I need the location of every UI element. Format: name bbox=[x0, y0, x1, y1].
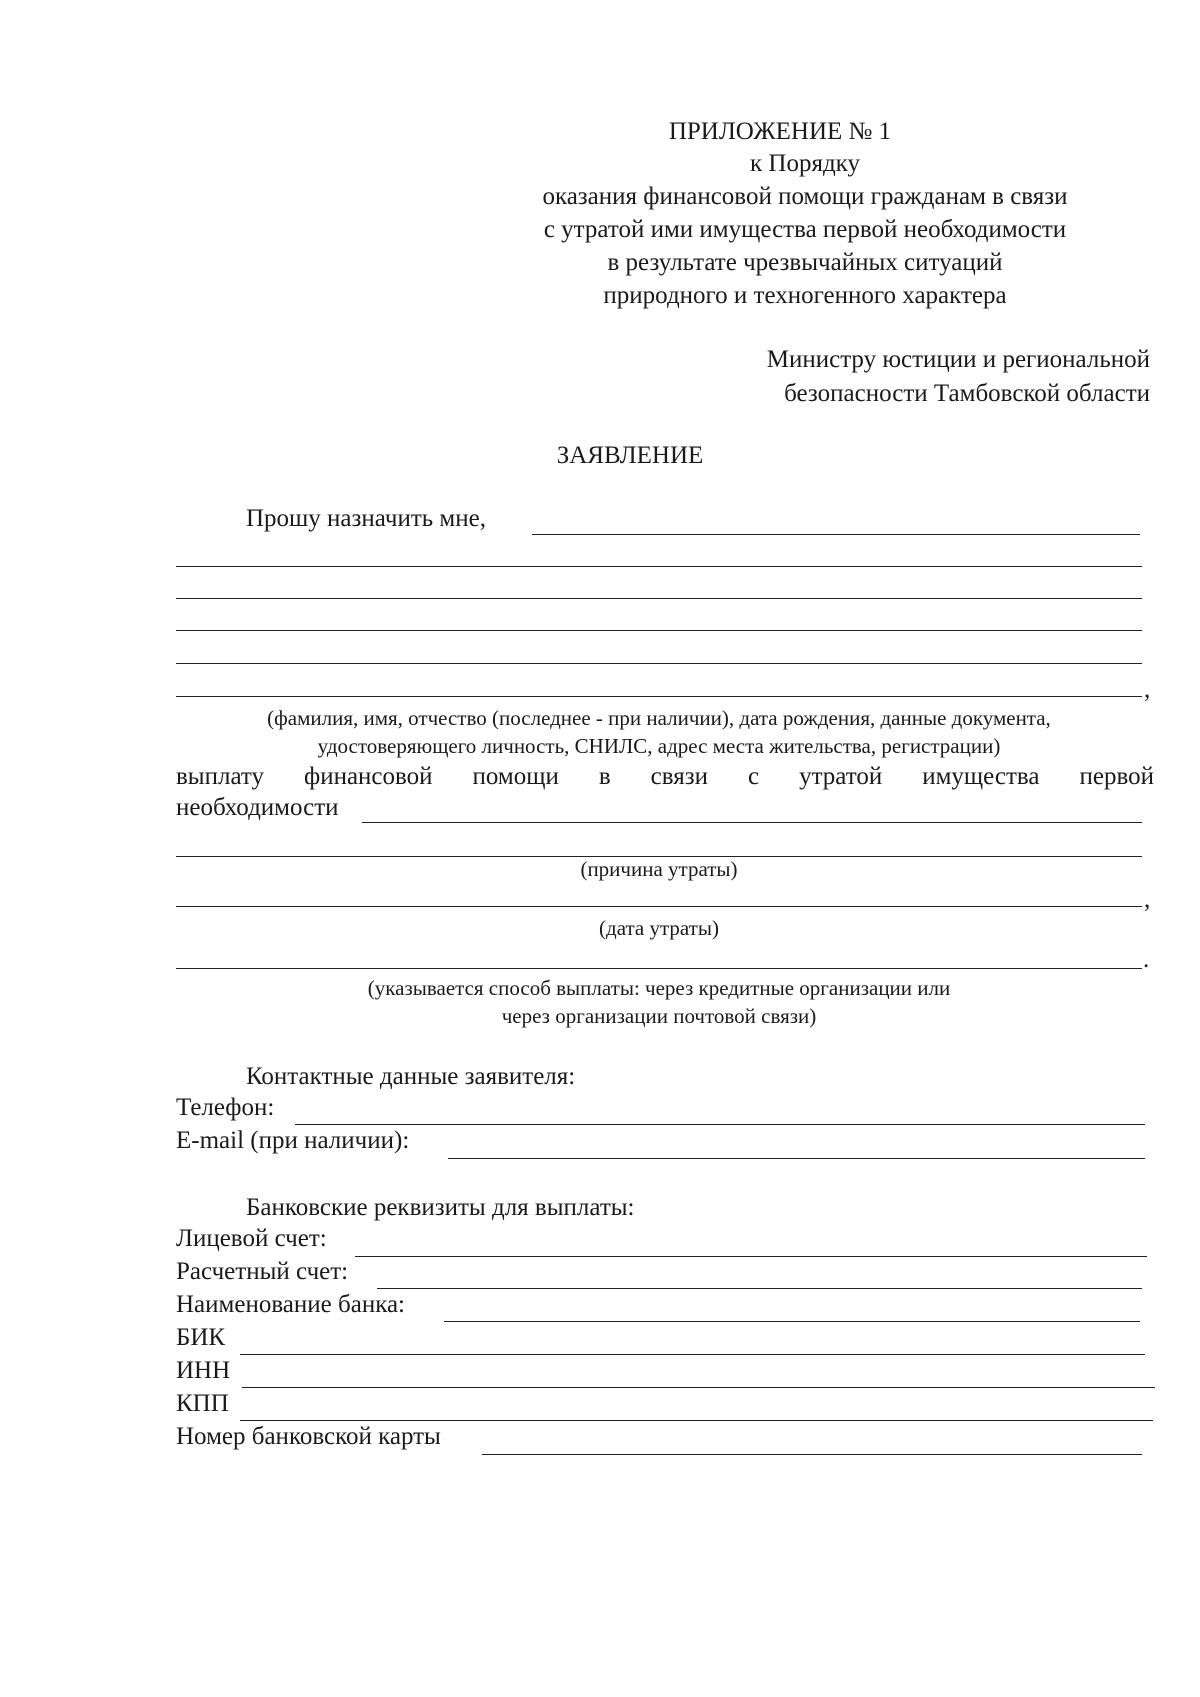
period: . bbox=[1143, 946, 1150, 973]
applicant-info-field[interactable] bbox=[176, 606, 1142, 632]
personal-account-label: Лицевой счет: bbox=[176, 1225, 327, 1252]
email-field[interactable] bbox=[448, 1134, 1145, 1160]
payment-sentence bbox=[176, 763, 1154, 791]
card-number-field[interactable] bbox=[482, 1430, 1142, 1456]
loss-reason-hint: (причина утраты) bbox=[580, 857, 738, 881]
applicant-info-field[interactable] bbox=[176, 639, 1142, 665]
document-title: ЗАЯВЛЕНИЕ bbox=[556, 442, 704, 469]
word: с bbox=[747, 763, 760, 790]
phone-label: Телефон: bbox=[176, 1094, 275, 1121]
contacts-heading: Контактные данные заявителя: bbox=[246, 1063, 576, 1090]
bank-name-label: Наименование банка: bbox=[176, 1291, 406, 1318]
comma: , bbox=[1144, 886, 1151, 913]
word: имущества bbox=[922, 763, 1040, 790]
header-line: в результате чрезвычайных ситуаций bbox=[607, 249, 1003, 276]
payment-sentence-tail: необходимости bbox=[176, 794, 339, 821]
word: в bbox=[598, 763, 611, 790]
phone-field[interactable] bbox=[295, 1100, 1145, 1126]
applicant-info-hint: удостоверяющего личность, СНИЛС, адрес места жительства, регистрации) bbox=[317, 734, 1001, 758]
word: первой bbox=[1079, 763, 1154, 790]
word: выплату bbox=[176, 763, 265, 790]
header-line: с утратой ими имущества первой необходимости bbox=[543, 216, 1067, 243]
loss-date-hint: (дата утраты) bbox=[599, 916, 719, 940]
addressee-line: безопасности Тамбовской области bbox=[784, 380, 1150, 407]
payment-method-hint: (указывается способ выплаты: через кредитные организации или bbox=[367, 976, 951, 1000]
bik-label: БИК bbox=[176, 1324, 226, 1351]
request-intro: Прошу назначить мне, bbox=[246, 505, 486, 532]
applicant-info-field[interactable] bbox=[176, 574, 1142, 600]
settlement-account-field[interactable] bbox=[377, 1264, 1142, 1290]
card-number-label: Номер банковской карты bbox=[176, 1423, 441, 1450]
bank-name-field[interactable] bbox=[444, 1297, 1140, 1323]
kpp-label: КПП bbox=[176, 1390, 229, 1417]
bank-heading: Банковские реквизиты для выплаты: bbox=[246, 1194, 635, 1221]
header-line: природного и техногенного характера bbox=[603, 282, 1007, 309]
payment-method-field[interactable] bbox=[176, 944, 1142, 970]
personal-account-field[interactable] bbox=[355, 1232, 1147, 1258]
word: финансовой bbox=[304, 763, 433, 790]
inn-field[interactable] bbox=[242, 1363, 1155, 1389]
kpp-field[interactable] bbox=[240, 1396, 1153, 1422]
bik-field[interactable] bbox=[240, 1330, 1145, 1356]
settlement-account-label: Расчетный счет: bbox=[176, 1258, 349, 1285]
loss-reason-field[interactable] bbox=[176, 832, 1142, 858]
addressee-line: Министру юстиции и региональной bbox=[766, 346, 1150, 373]
applicant-info-field[interactable] bbox=[176, 542, 1142, 568]
email-label: E-mail (при наличии): bbox=[176, 1127, 410, 1154]
header-line: к Порядку bbox=[750, 150, 860, 177]
word: утратой bbox=[799, 763, 883, 790]
word: связи bbox=[650, 763, 708, 790]
inn-label: ИНН bbox=[176, 1357, 231, 1384]
applicant-info-field[interactable] bbox=[176, 672, 1142, 698]
applicant-info-hint: (фамилия, имя, отчество (последнее - при наличии), дата рождения, данные документа, bbox=[267, 706, 1051, 730]
loss-reason-field[interactable] bbox=[362, 798, 1142, 824]
loss-date-field[interactable] bbox=[176, 882, 1142, 908]
word: помощи bbox=[472, 763, 559, 790]
applicant-info-field[interactable] bbox=[532, 510, 1140, 536]
payment-method-hint: через организации почтовой связи) bbox=[501, 1004, 817, 1028]
comma: , bbox=[1144, 676, 1151, 703]
appendix-title: ПРИЛОЖЕНИЕ № 1 bbox=[668, 118, 892, 145]
header-line: оказания финансовой помощи гражданам в связи bbox=[542, 183, 1068, 210]
